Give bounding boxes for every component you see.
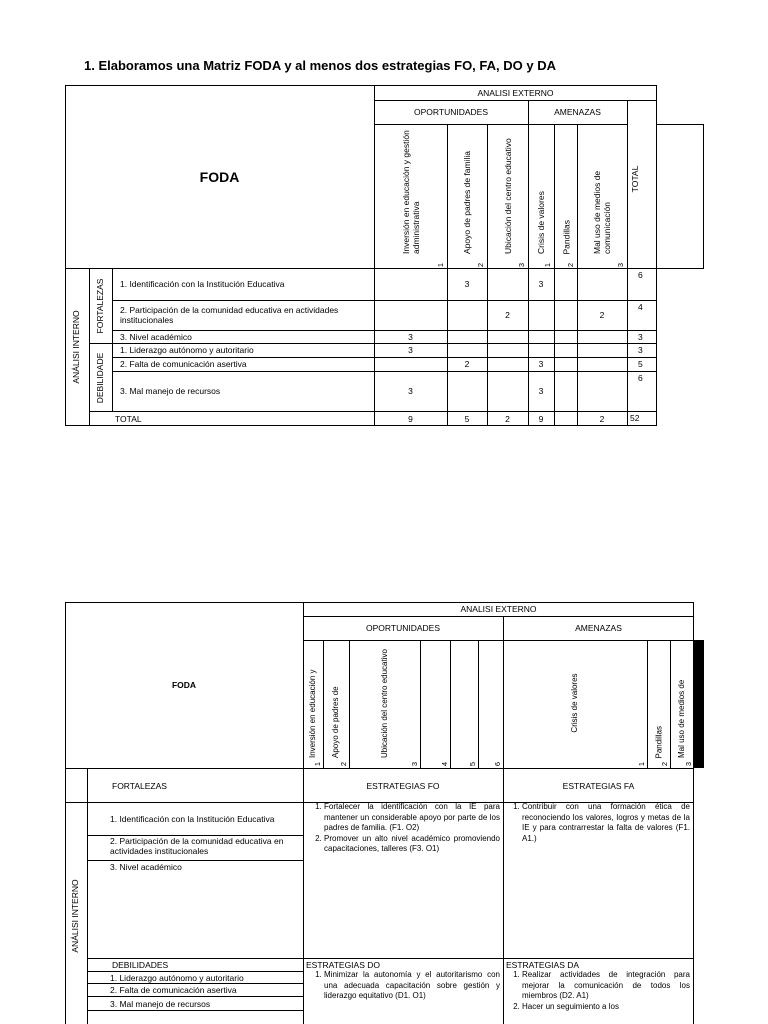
- do-strategy-list: [310, 970, 500, 1002]
- strategy-column-header: Inversión en educación y: [308, 669, 317, 758]
- column-number: 3: [517, 262, 526, 268]
- weakness-item: 3. Mal manejo de recursos: [110, 998, 211, 1009]
- opportunity-threat-column-header: Pandillas: [560, 219, 571, 254]
- strength-item: 3. Nivel académico: [110, 862, 182, 872]
- strategies-fo-heading: ESTRATEGIAS FO: [366, 781, 440, 791]
- matrix-value-cell: [554, 343, 577, 357]
- opportunity-threat-column-header: Mal uso de medios de comunicación: [592, 170, 612, 254]
- matrix-value-cell: [447, 371, 487, 411]
- column-number: 2: [476, 262, 485, 268]
- opportunities-header: OPORTUNIDADES: [414, 107, 488, 117]
- column-number: 3: [410, 761, 419, 767]
- strength-item: 2. Participación de la comunidad educativa en actividades institucionales: [110, 836, 284, 856]
- internal-analysis-label-2: ANÁLISI INTERNO: [70, 879, 80, 953]
- column-number: 2: [339, 761, 348, 767]
- row-label: 3. Mal manejo de recursos: [120, 386, 221, 396]
- matrix-value-cell: [577, 357, 627, 371]
- matrix-value-cell: 3: [408, 331, 413, 342]
- fa-strategy-list: [508, 802, 690, 844]
- do-strategy-item: 1. Minimizar la autonomía y el autoritarismo con una adecuada capacitación sobre gestión y liderazgo equitativo (D1. O1): [324, 970, 500, 1002]
- row-label: 1. Liderazgo autónomo y autoritario: [120, 345, 254, 355]
- matrix-value-cell: 3: [408, 345, 413, 355]
- column-number: 1: [543, 262, 552, 268]
- matrix-value-cell: [554, 357, 577, 371]
- strategy-column-header: Crisis de valores: [570, 673, 579, 733]
- matrix-value-cell: 3: [538, 359, 544, 369]
- matrix-value-cell: 2: [505, 413, 510, 424]
- column-number: 6: [493, 761, 502, 767]
- row-total-cell: 3: [638, 331, 643, 342]
- matrix-value-cell: [528, 343, 554, 357]
- matrix-value-cell: [487, 268, 528, 300]
- row-total-cell: 4: [638, 301, 643, 312]
- opportunity-threat-column-header: Inversión en educación y gestión administrativa: [400, 130, 421, 254]
- fo-strategy-item: 1. Fortalecer la identificación con la IE para mantener un considerable apoyo por parte de los padres de familia. (F1. O2): [324, 802, 500, 834]
- external-analysis-header-2: ANALISI EXTERNO: [460, 604, 537, 614]
- strategy-column-header: Pandillas: [653, 725, 663, 758]
- matrix-value-cell: [374, 357, 447, 371]
- strategies-da-heading: ESTRATEGIAS DA: [506, 960, 580, 970]
- matrix-value-cell: [554, 371, 577, 411]
- column-number: 2: [566, 262, 575, 268]
- column-number: 3: [684, 761, 693, 767]
- matrix-value-cell: [554, 411, 577, 426]
- strategy-column-header: [480, 648, 501, 758]
- da-strategy-item: 1. Realizar actividades de integración para mejorar la comunicación de todos los miembros (D2. A1): [522, 970, 690, 1002]
- matrix-value-cell: 9: [408, 413, 413, 424]
- matrix-value-cell: 3: [408, 386, 413, 396]
- weakness-item: 1. Liderazgo autónomo y autoritario: [110, 972, 244, 983]
- fo-strategy-list: [310, 802, 500, 855]
- matrix-value-cell: [577, 330, 627, 343]
- matrix-value-cell: 3: [538, 279, 544, 289]
- matrix-value-cell: [577, 268, 627, 300]
- matrix-value-cell: [447, 300, 487, 330]
- weakness-item: 2. Falta de comunicación asertiva: [110, 985, 237, 995]
- threats-header: AMENAZAS: [554, 107, 601, 117]
- opportunity-threat-column-header: Crisis de valores: [536, 191, 546, 254]
- matrix-value-cell: [554, 268, 577, 300]
- matrix-value-cell: 3: [538, 386, 544, 396]
- matrix-value-cell: [487, 357, 528, 371]
- matrix-value-cell: 2: [599, 413, 605, 424]
- column-number: 4: [440, 761, 449, 767]
- foda-label: FODA: [199, 168, 240, 185]
- matrix-value-cell: [577, 343, 627, 357]
- da-strategy-list: [508, 970, 690, 1012]
- matrix-value-cell: 2: [464, 359, 470, 369]
- fo-strategy-item: 2. Promover un alto nivel académico promoviendo capacitaciones, talleres (F3. O1): [324, 834, 500, 855]
- row-label: 3. Nivel académico: [120, 331, 192, 342]
- strength-item: 1. Identificación con la Institución Educativa: [110, 814, 275, 824]
- strategy-column-header: [453, 648, 475, 758]
- matrix-value-cell: [487, 330, 528, 343]
- column-number: 3: [616, 262, 625, 268]
- opportunity-threat-column-header: Apoyo de padres de familia: [462, 150, 472, 254]
- row-total-cell: 3: [638, 344, 643, 355]
- column-number: 1: [637, 761, 646, 767]
- row-label: 2. Falta de comunicación asertiva: [120, 359, 247, 369]
- matrix-value-cell: [447, 343, 487, 357]
- strategies-do-heading: ESTRATEGIAS DO: [306, 960, 380, 970]
- matrix-value-cell: [374, 300, 447, 330]
- row-label: 2. Participación de la comunidad educativa en actividades institucionales: [120, 305, 339, 325]
- matrix-value-cell: 3: [464, 279, 470, 289]
- matrix-value-cell: 9: [538, 413, 544, 424]
- strengths-label: FORTALEZAS: [95, 278, 105, 334]
- matrix-value-cell: [577, 371, 627, 411]
- row-label: 1. Identificación con la Institución Educativa: [120, 279, 285, 289]
- column-number: 5: [468, 761, 477, 767]
- external-analysis-header: ANALISI EXTERNO: [477, 87, 554, 98]
- weaknesses-heading: DEBILIDADES: [112, 960, 169, 970]
- row-total-cell: 6: [638, 269, 643, 280]
- matrix-value-cell: [528, 300, 554, 330]
- threats-header-2: AMENAZAS: [575, 623, 622, 633]
- da-strategy-item: 2. Hacer un seguimiento a los: [522, 1002, 690, 1013]
- black-edge-bar: [694, 640, 704, 768]
- strengths-heading: FORTALEZAS: [112, 781, 167, 791]
- column-number: 1: [436, 262, 445, 268]
- strategy-column-header: Apoyo de padres de: [331, 686, 340, 758]
- matrix-value-cell: [554, 300, 577, 330]
- matrix-value-cell: [528, 330, 554, 343]
- row-total-cell: 5: [638, 358, 643, 369]
- column-number: 1: [313, 761, 322, 767]
- page-title: 1. Elaboramos una Matriz FODA y al menos dos estrategias FO, FA, DO y DA: [84, 58, 556, 73]
- foda-label-2: FODA: [171, 680, 197, 690]
- opportunity-threat-column-header: Ubicación del centro educativo: [502, 138, 513, 254]
- weaknesses-label: DEBILIDADE: [95, 352, 105, 404]
- column-number: 2: [660, 761, 669, 767]
- row-total-cell: 6: [638, 372, 643, 383]
- matrix-value-cell: [374, 268, 447, 300]
- strategy-column-header: Mal uso de medios de: [677, 679, 686, 758]
- fa-strategy-item: 1. Contribuir con una formación ética de reconociendo los valores, logros y metas de la IE y para contrarrestar la falta de valores (F1. A1.): [522, 802, 690, 844]
- opportunities-header-2: OPORTUNIDADES: [366, 623, 440, 633]
- row-total-cell: 52: [630, 412, 640, 423]
- matrix-value-cell: [487, 371, 528, 411]
- matrix-value-cell: [487, 343, 528, 357]
- matrix-value-cell: [447, 330, 487, 343]
- strategies-fa-heading: ESTRATEGIAS FA: [562, 781, 635, 791]
- strategy-column-header: [424, 648, 446, 758]
- matrix-value-cell: 2: [599, 310, 605, 320]
- internal-analysis-label: ANÁLISI INTERNO: [71, 310, 81, 384]
- matrix-value-cell: 5: [464, 413, 470, 424]
- strategy-column-header: Ubicación del centro educativo: [379, 649, 389, 758]
- matrix-value-cell: [554, 330, 577, 343]
- matrix-value-cell: 2: [505, 310, 510, 320]
- total-column-header: TOTAL: [630, 165, 640, 193]
- total-row-label: TOTAL: [115, 413, 142, 424]
